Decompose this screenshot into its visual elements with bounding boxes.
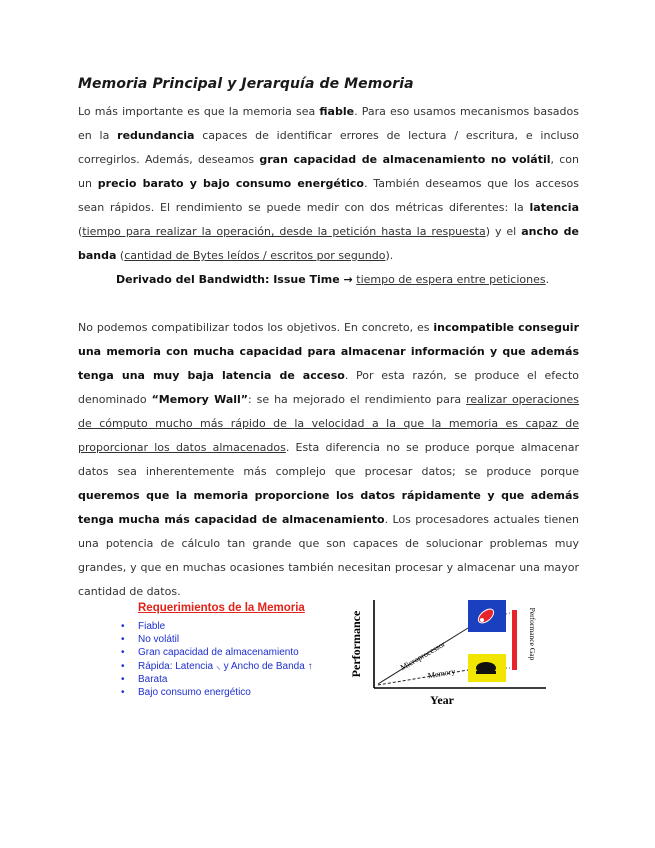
text-run: . Por esta razón, se produce el efecto denominado bbox=[78, 369, 579, 406]
bold-run: latencia bbox=[529, 201, 579, 214]
microprocessor-label: Microprocessor bbox=[398, 639, 447, 673]
y-axis-label: Performance bbox=[349, 610, 363, 678]
requirements-list bbox=[116, 620, 316, 699]
requirement-item: • Gran capacidad de almacenamiento bbox=[138, 646, 316, 659]
text-run: Lo más importante es que la memoria sea bbox=[78, 105, 320, 118]
paragraph-memory-wall bbox=[78, 316, 579, 604]
performance-gap-bar bbox=[512, 610, 517, 670]
underlined-run: realizar operaciones de cómputo mucho más rápido de la velocidad a la que la memoria es capaz de proporcionar los datos almacenados bbox=[78, 393, 580, 454]
bold-run: fiable bbox=[319, 105, 355, 118]
bold-run: “Memory Wall” bbox=[151, 393, 249, 406]
document-page bbox=[78, 76, 579, 604]
text-run: . Los procesadores actuales tienen una potencia de cálculo tan grande que son capaces de solucionar problemas muy grandes, y que en muchas ocasiones también necesitan procesar y almacenar una mayor cantidad de datos. bbox=[78, 513, 579, 598]
text-run: . También deseamos que los accesos sean rápidos. El rendimiento se puede medir con dos métricas diferentes: la bbox=[78, 177, 580, 214]
text-run: , con un bbox=[78, 153, 580, 190]
requirements-figure bbox=[116, 602, 316, 699]
paragraph-requirements-intro bbox=[78, 100, 579, 268]
text-run: . Para eso usamos mecanismos basados en la bbox=[78, 105, 579, 142]
requirements-title: Requerimientos de la Memoria bbox=[138, 602, 305, 614]
underlined-run: tiempo de espera entre peticiones bbox=[356, 273, 546, 286]
memory-label: Memory bbox=[427, 666, 456, 681]
performance-gap-label: Performance Gap bbox=[528, 607, 537, 661]
figure-row bbox=[78, 598, 579, 718]
bold-run: precio barato y bajo consumo energético bbox=[97, 177, 364, 190]
text-run: ( bbox=[78, 225, 83, 238]
paragraph-issue-time bbox=[78, 268, 579, 292]
performance-gap-figure bbox=[346, 596, 556, 716]
requirement-item: • Fiable bbox=[138, 620, 316, 633]
bold-run: redundancia bbox=[117, 129, 195, 142]
requirement-item: • Bajo consumo energético bbox=[138, 686, 316, 699]
bold-run: Derivado del Bandwidth: Issue Time → bbox=[116, 273, 353, 286]
bold-run: gran capacidad de almacenamiento no volátil bbox=[259, 153, 551, 166]
bold-run: ancho de banda bbox=[78, 225, 579, 262]
requirement-item: • No volátil bbox=[138, 633, 316, 646]
x-axis-label: Year bbox=[430, 693, 454, 707]
requirement-item: • Barata bbox=[138, 673, 316, 686]
underlined-run: cantidad de Bytes leídos / escritos por segundo bbox=[124, 249, 386, 262]
text-run: ) y el bbox=[485, 225, 522, 238]
underlined-run: tiempo para realizar la operación, desde la petición hasta la respuesta bbox=[82, 225, 486, 238]
turtle-feet-icon bbox=[476, 671, 496, 674]
requirement-item: • Rápida: Latencia ⸜ y Ancho de Banda ↑ bbox=[138, 660, 316, 673]
text-run: No podemos compatibilizar todos los objetivos. En concreto, es bbox=[78, 321, 434, 334]
rocket-flame-icon bbox=[480, 618, 484, 622]
text-run: . bbox=[545, 273, 550, 286]
text-run: ( bbox=[116, 249, 125, 262]
bold-run: incompatible conseguir una memoria con mucha capacidad para almacenar información y que además tenga una muy baja latencia de acceso bbox=[78, 321, 579, 382]
text-run: . Esta diferencia no se produce porque almacenar datos sea inherentemente más complejo que procesar datos; se produce porque bbox=[78, 441, 580, 478]
page-title: Memoria Principal y Jerarquía de Memoria bbox=[78, 76, 414, 92]
text-run: : se ha mejorado el rendimiento para bbox=[248, 393, 467, 406]
bold-run: queremos que la memoria proporcione los datos rápidamente y que además tenga mucha más capacidad de almacenamiento bbox=[78, 489, 579, 526]
text-run: capaces de identificar errores de lectura / escritura, e incluso corregirlos. Además, deseamos bbox=[78, 129, 579, 166]
text-run: ). bbox=[385, 249, 394, 262]
